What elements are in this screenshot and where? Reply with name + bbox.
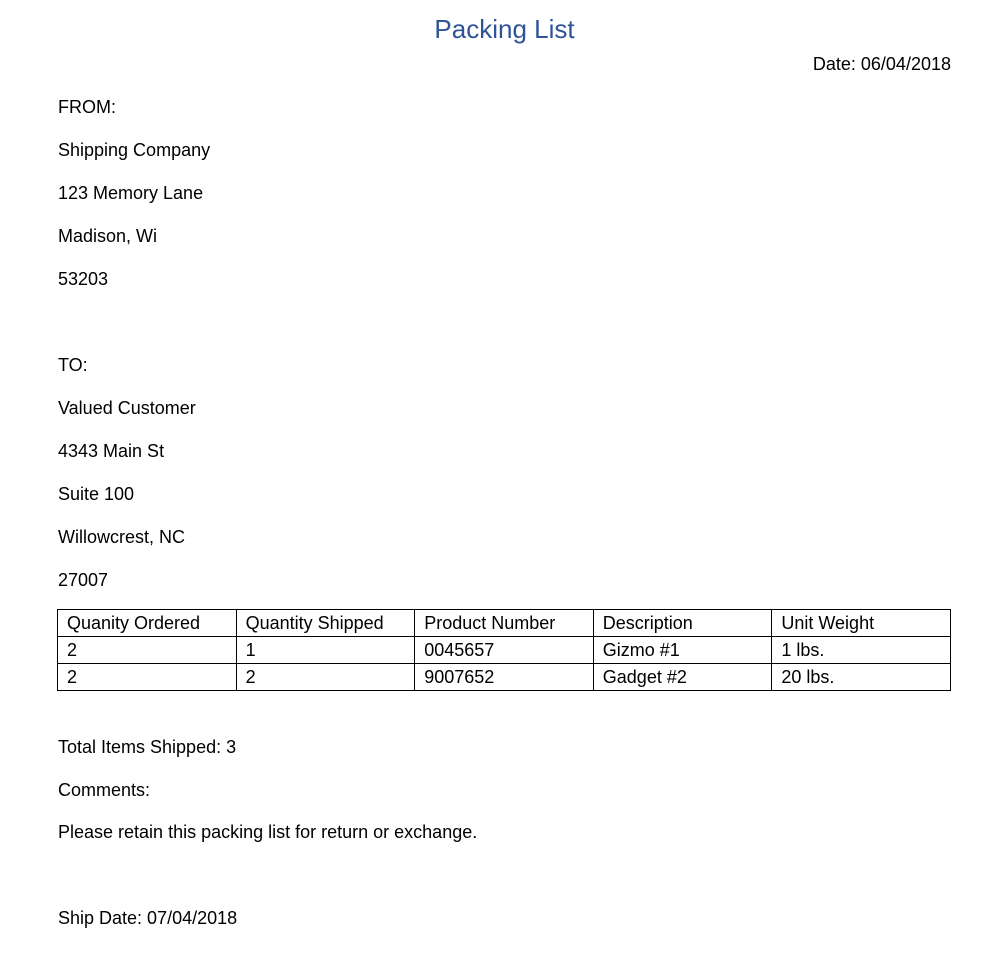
to-zip: 27007 <box>58 570 109 590</box>
document-date: Date: 06/04/2018 <box>812 54 951 74</box>
cell-quantity-shipped: 2 <box>236 664 415 691</box>
document-title: Packing List <box>434 14 575 44</box>
cell-product-number: 0045657 <box>415 637 594 664</box>
to-city-state: Willowcrest, NC <box>58 527 186 547</box>
cell-description: Gadget #2 <box>593 664 772 691</box>
header-product-number: Product Number <box>415 610 594 637</box>
cell-unit-weight: 1 lbs. <box>772 637 951 664</box>
from-zip: 53203 <box>58 269 109 289</box>
to-street: 4343 Main St <box>58 441 165 461</box>
from-city-state: Madison, Wi <box>58 226 158 246</box>
header-quantity-shipped: Quantity Shipped <box>236 610 415 637</box>
cell-unit-weight: 20 lbs. <box>772 664 951 691</box>
ship-date: Ship Date: 07/04/2018 <box>58 908 238 928</box>
header-unit-weight: Unit Weight <box>772 610 951 637</box>
header-description: Description <box>593 610 772 637</box>
table-header-row <box>58 610 951 637</box>
from-street: 123 Memory Lane <box>58 183 204 203</box>
items-table <box>57 609 951 691</box>
cell-quantity-ordered: 2 <box>58 664 237 691</box>
table-row <box>58 664 951 691</box>
table-row <box>58 637 951 664</box>
to-name: Valued Customer <box>58 398 196 418</box>
from-label: FROM: <box>58 97 116 117</box>
cell-quantity-ordered: 2 <box>58 637 237 664</box>
cell-description: Gizmo #1 <box>593 637 772 664</box>
comment-text: Please retain this packing list for return or exchange. <box>58 822 478 842</box>
cell-product-number: 9007652 <box>415 664 594 691</box>
cell-quantity-shipped: 1 <box>236 637 415 664</box>
comments-label: Comments: <box>58 780 151 800</box>
header-quantity-ordered: Quanity Ordered <box>58 610 237 637</box>
to-suite: Suite 100 <box>58 484 135 504</box>
total-items-shipped: Total Items Shipped: 3 <box>58 737 237 757</box>
from-company: Shipping Company <box>58 140 211 160</box>
to-label: TO: <box>58 355 88 375</box>
